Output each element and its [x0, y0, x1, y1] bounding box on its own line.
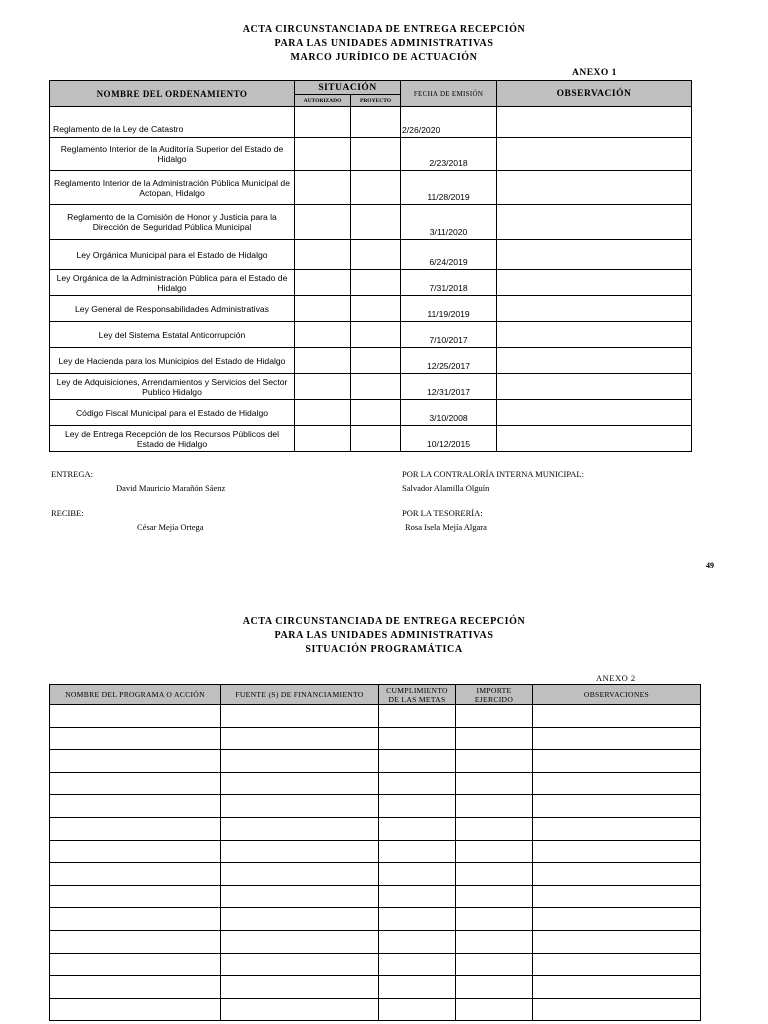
emission-date: 2/23/2018 [401, 138, 497, 171]
importe-cell [456, 863, 533, 886]
ordinance-name: Ley General de Responsabilidades Administrativas [50, 296, 295, 322]
table-row [50, 976, 701, 999]
proyecto-cell [351, 205, 401, 240]
table-row [50, 998, 701, 1021]
header-cumplimiento: CUMPLIMIENTO DE LAS METAS [379, 685, 456, 705]
table-row [50, 138, 692, 171]
observaciones-cell [533, 727, 701, 750]
observaciones-cell [533, 840, 701, 863]
ordinance-name: Reglamento Interior de la Administración Pública Municipal de Actopan, Hidalgo [50, 171, 295, 205]
ordinance-name: Reglamento de la Ley de Catastro [50, 107, 295, 138]
table-row [50, 171, 692, 205]
emission-date: 6/24/2019 [401, 240, 497, 270]
table-row [50, 930, 701, 953]
fuente-cell [221, 795, 379, 818]
programa-cell [50, 705, 221, 728]
proyecto-cell [351, 374, 401, 400]
importe-cell [456, 772, 533, 795]
table-row [50, 240, 692, 270]
section1-title-line-1: ACTA CIRCUNSTANCIADA DE ENTREGA RECEPCIÓN [242, 24, 526, 35]
proyecto-cell [351, 240, 401, 270]
fuente-cell [221, 908, 379, 931]
autorizado-cell [295, 400, 351, 426]
fuente-cell [221, 930, 379, 953]
programa-cell [50, 750, 221, 773]
importe-cell [456, 953, 533, 976]
cumplimiento-cell [379, 727, 456, 750]
ordinance-name: Reglamento de la Comisión de Honor y Justicia para la Dirección de Seguridad Pública Municipal [50, 205, 295, 240]
table-row [50, 426, 692, 452]
programa-cell [50, 772, 221, 795]
section2-title-line-3: SITUACIÓN PROGRAMÁTICA [305, 644, 463, 655]
header-observacion: OBSERVACIÓN [497, 81, 692, 107]
autorizado-cell [295, 270, 351, 296]
ordinance-name: Ley del Sistema Estatal Anticorrupción [50, 322, 295, 348]
cumplimiento-cell [379, 750, 456, 773]
proyecto-cell [351, 171, 401, 205]
fuente-cell [221, 727, 379, 750]
section1-title-line-3: MARCO JURÍDICO DE ACTUACIÓN [290, 52, 478, 63]
table-row [50, 727, 701, 750]
importe-cell [456, 885, 533, 908]
cumplimiento-cell [379, 705, 456, 728]
table-row [50, 107, 692, 138]
cumplimiento-cell [379, 817, 456, 840]
observaciones-cell [533, 930, 701, 953]
page-number: 49 [706, 561, 714, 570]
programa-cell [50, 908, 221, 931]
programa-cell [50, 998, 221, 1021]
proyecto-cell [351, 348, 401, 374]
observation-cell [497, 205, 692, 240]
cumplimiento-cell [379, 885, 456, 908]
table-row [50, 908, 701, 931]
observaciones-cell [533, 908, 701, 931]
table-row [50, 863, 701, 886]
section1-title-line-2: PARA LAS UNIDADES ADMINISTRATIVAS [274, 38, 494, 49]
observaciones-cell [533, 885, 701, 908]
programmatic-status-table [49, 684, 701, 1021]
programa-cell [50, 817, 221, 840]
table-row [50, 322, 692, 348]
autorizado-cell [295, 107, 351, 138]
fuente-cell [221, 976, 379, 999]
ordinance-name: Ley Orgánica Municipal para el Estado de Hidalgo [50, 240, 295, 270]
observaciones-cell [533, 976, 701, 999]
cumplimiento-cell [379, 772, 456, 795]
fuente-cell [221, 953, 379, 976]
importe-cell [456, 930, 533, 953]
fuente-cell [221, 772, 379, 795]
observaciones-cell [533, 772, 701, 795]
table-row [50, 750, 701, 773]
ordinance-name: Ley de Entrega Recepción de los Recursos Públicos del Estado de Hidalgo [50, 426, 295, 452]
autorizado-cell [295, 138, 351, 171]
fuente-cell [221, 863, 379, 886]
observation-cell [497, 138, 692, 171]
ordinance-name: Reglamento Interior de la Auditoría Superior del Estado de Hidalgo [50, 138, 295, 171]
cumplimiento-cell [379, 863, 456, 886]
header-proyecto: PROYECTO [351, 95, 401, 107]
programa-cell [50, 863, 221, 886]
autorizado-cell [295, 426, 351, 452]
header-fecha: FECHA DE EMISIÓN [401, 81, 497, 107]
proyecto-cell [351, 270, 401, 296]
programa-cell [50, 976, 221, 999]
autorizado-cell [295, 374, 351, 400]
fuente-cell [221, 840, 379, 863]
observation-cell [497, 107, 692, 138]
ordinance-name: Código Fiscal Municipal para el Estado de Hidalgo [50, 400, 295, 426]
section2-title-line-1: ACTA CIRCUNSTANCIADA DE ENTREGA RECEPCIÓN [242, 616, 526, 627]
table-row [50, 953, 701, 976]
table-row [50, 374, 692, 400]
fuente-cell [221, 817, 379, 840]
section1-annex-label: ANEXO 1 [572, 68, 617, 78]
autorizado-cell [295, 205, 351, 240]
emission-date: 3/11/2020 [401, 205, 497, 240]
programa-cell [50, 885, 221, 908]
header-fuente: FUENTE (S) DE FINANCIAMIENTO [221, 685, 379, 705]
autorizado-cell [295, 296, 351, 322]
programa-cell [50, 840, 221, 863]
programa-cell [50, 795, 221, 818]
proyecto-cell [351, 400, 401, 426]
table-row [50, 817, 701, 840]
importe-cell [456, 795, 533, 818]
cumplimiento-cell [379, 953, 456, 976]
fuente-cell [221, 750, 379, 773]
proyecto-cell [351, 138, 401, 171]
emission-date: 2/26/2020 [401, 107, 497, 138]
proyecto-cell [351, 107, 401, 138]
table-row [50, 795, 701, 818]
observation-cell [497, 400, 692, 426]
fuente-cell [221, 885, 379, 908]
entrega-name: David Mauricio Marañón Sáenz [116, 483, 226, 493]
header-autorizado: AUTORIZADO [295, 95, 351, 107]
emission-date: 11/19/2019 [401, 296, 497, 322]
tesoreria-label: POR LA TESORERÍA: [402, 508, 483, 518]
legal-framework-table [49, 80, 692, 452]
fuente-cell [221, 998, 379, 1021]
observation-cell [497, 171, 692, 205]
cumplimiento-cell [379, 908, 456, 931]
observaciones-cell [533, 705, 701, 728]
observation-cell [497, 348, 692, 374]
cumplimiento-cell [379, 840, 456, 863]
ordinance-name: Ley de Hacienda para los Municipios del Estado de Hidalgo [50, 348, 295, 374]
header-situacion: SITUACIÓN [295, 81, 401, 95]
table-row [50, 885, 701, 908]
autorizado-cell [295, 171, 351, 205]
cumplimiento-cell [379, 998, 456, 1021]
importe-cell [456, 705, 533, 728]
observation-cell [497, 240, 692, 270]
importe-cell [456, 998, 533, 1021]
entrega-label: ENTREGA: [51, 469, 94, 479]
table-row [50, 400, 692, 426]
tesoreria-name: Rosa Isela Mejía Algara [405, 522, 487, 532]
autorizado-cell [295, 240, 351, 270]
importe-cell [456, 750, 533, 773]
contraloria-name: Salvador Alamilla Olguín [402, 483, 490, 493]
importe-cell [456, 817, 533, 840]
table-row [50, 205, 692, 240]
table-row [50, 296, 692, 322]
programa-cell [50, 953, 221, 976]
emission-date: 7/31/2018 [401, 270, 497, 296]
table-row [50, 705, 701, 728]
emission-date: 11/28/2019 [401, 171, 497, 205]
importe-cell [456, 727, 533, 750]
recibe-label: RECIBE: [51, 508, 84, 518]
table-row [50, 772, 701, 795]
emission-date: 12/31/2017 [401, 374, 497, 400]
observation-cell [497, 270, 692, 296]
contraloria-label: POR LA CONTRALORÍA INTERNA MUNICIPAL: [402, 469, 584, 479]
table-row [50, 270, 692, 296]
autorizado-cell [295, 322, 351, 348]
emission-date: 7/10/2017 [401, 322, 497, 348]
cumplimiento-cell [379, 795, 456, 818]
ordinance-name: Ley Orgánica de la Administración Pública para el Estado de Hidalgo [50, 270, 295, 296]
table-row [50, 348, 692, 374]
fuente-cell [221, 705, 379, 728]
observaciones-cell [533, 750, 701, 773]
table-row [50, 840, 701, 863]
observaciones-cell [533, 863, 701, 886]
observation-cell [497, 296, 692, 322]
observation-cell [497, 374, 692, 400]
section2-title-line-2: PARA LAS UNIDADES ADMINISTRATIVAS [274, 630, 494, 641]
autorizado-cell [295, 348, 351, 374]
section2-annex-label: ANEXO 2 [596, 673, 636, 683]
observaciones-cell [533, 817, 701, 840]
importe-cell [456, 908, 533, 931]
programa-cell [50, 930, 221, 953]
emission-date: 12/25/2017 [401, 348, 497, 374]
recibe-name: César Mejía Ortega [137, 522, 204, 532]
header-importe: IMPORTE EJERCIDO [456, 685, 533, 705]
importe-cell [456, 976, 533, 999]
proyecto-cell [351, 426, 401, 452]
observaciones-cell [533, 953, 701, 976]
observaciones-cell [533, 795, 701, 818]
cumplimiento-cell [379, 976, 456, 999]
emission-date: 3/10/2008 [401, 400, 497, 426]
observation-cell [497, 322, 692, 348]
observation-cell [497, 426, 692, 452]
header-observaciones: OBSERVACIONES [533, 685, 701, 705]
cumplimiento-cell [379, 930, 456, 953]
emission-date: 10/12/2015 [401, 426, 497, 452]
ordinance-name: Ley de Adquisiciones, Arrendamientos y Servicios del Sector Publico Hidalgo [50, 374, 295, 400]
header-nombre: NOMBRE DEL ORDENAMIENTO [50, 81, 295, 107]
proyecto-cell [351, 296, 401, 322]
header-programa: NOMBRE DEL PROGRAMA O ACCIÓN [50, 685, 221, 705]
programa-cell [50, 727, 221, 750]
observaciones-cell [533, 998, 701, 1021]
proyecto-cell [351, 322, 401, 348]
importe-cell [456, 840, 533, 863]
